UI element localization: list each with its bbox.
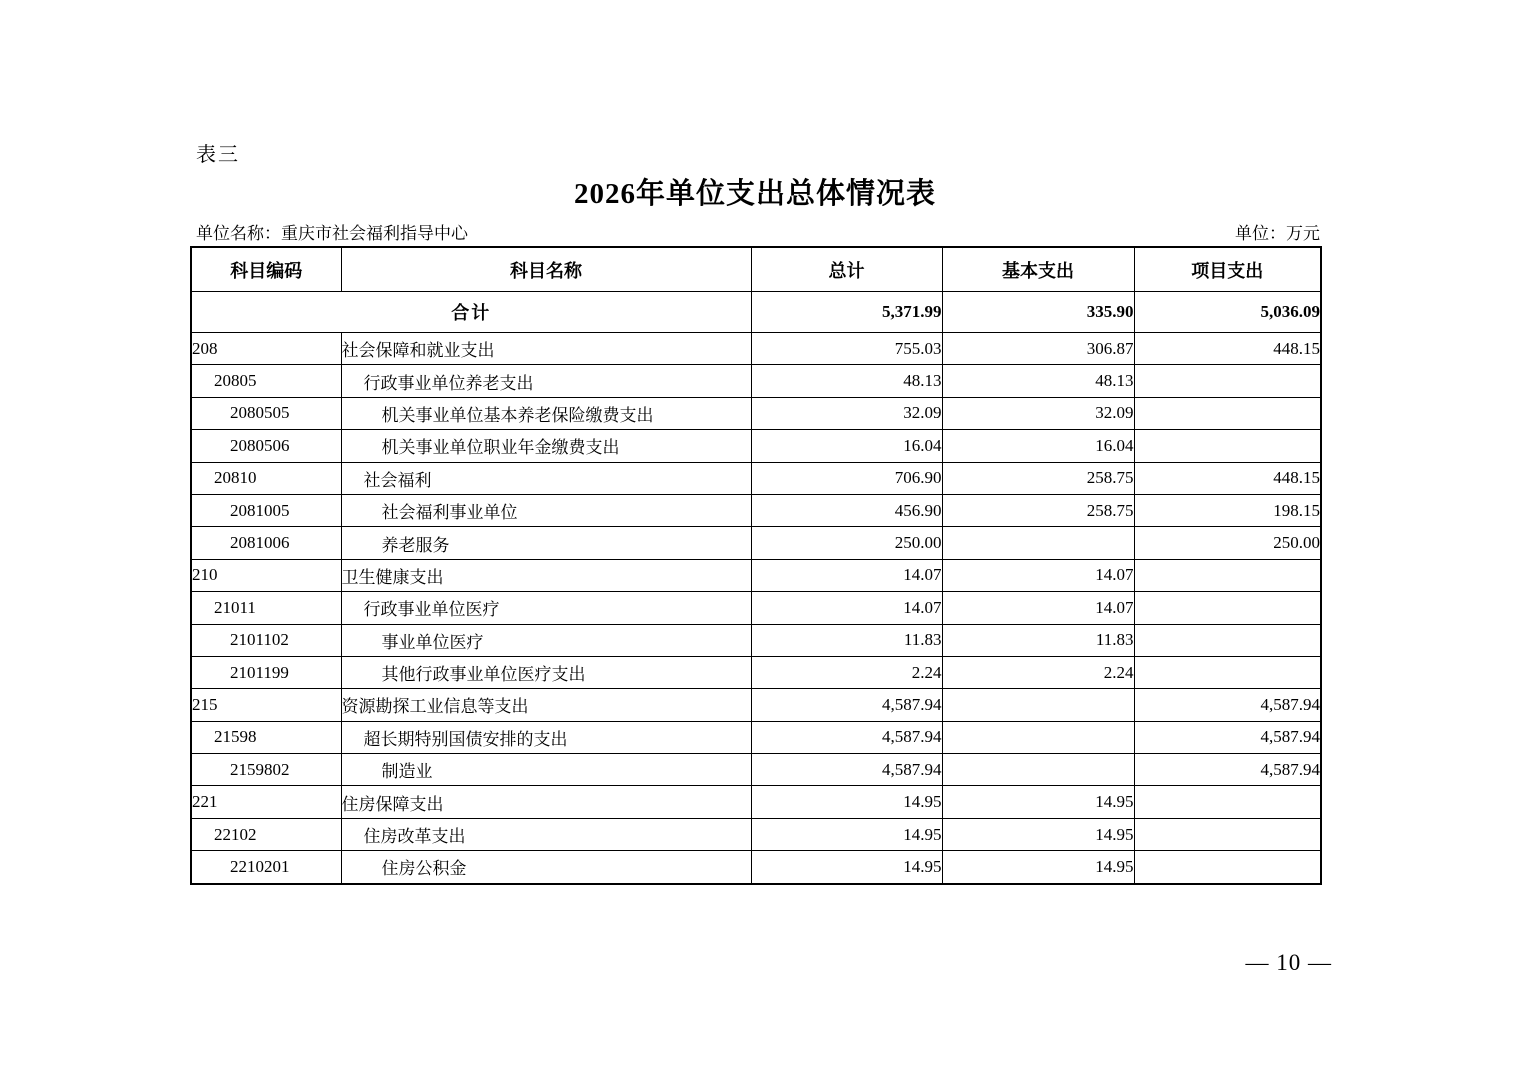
table-row <box>191 430 1321 462</box>
cell-total: 706.90 <box>751 462 942 494</box>
table-row <box>191 592 1321 624</box>
column-header-total: 总计 <box>751 247 942 292</box>
table-row <box>191 527 1321 559</box>
unit-currency-label: 单位：万元 <box>1235 224 1320 243</box>
cell-code: 20805 <box>191 365 341 397</box>
cell-total: 2.24 <box>751 656 942 688</box>
cell-code: 2101199 <box>191 656 341 688</box>
expenditure-table <box>190 246 1322 885</box>
cell-basic: 14.95 <box>942 818 1134 850</box>
table-row <box>191 851 1321 884</box>
cell-project <box>1134 786 1321 818</box>
cell-basic: 258.75 <box>942 462 1134 494</box>
table-header <box>191 247 1321 292</box>
cell-total: 14.07 <box>751 592 942 624</box>
cell-total: 11.83 <box>751 624 942 656</box>
total-row-label: 合计 <box>191 292 751 333</box>
cell-name: 资源勘探工业信息等支出 <box>341 689 751 721</box>
cell-name: 卫生健康支出 <box>341 559 751 591</box>
header-row <box>191 247 1321 292</box>
cell-basic: 14.07 <box>942 559 1134 591</box>
table-row <box>191 786 1321 818</box>
cell-name: 住房改革支出 <box>341 818 751 850</box>
cell-name: 行政事业单位医疗 <box>341 592 751 624</box>
cell-total: 456.90 <box>751 494 942 526</box>
cell-project: 4,587.94 <box>1134 721 1321 753</box>
cell-name: 社会福利 <box>341 462 751 494</box>
cell-basic: 32.09 <box>942 397 1134 429</box>
table-row <box>191 397 1321 429</box>
cell-code: 2080506 <box>191 430 341 462</box>
table-row <box>191 818 1321 850</box>
table-body <box>191 333 1321 884</box>
cell-basic <box>942 689 1134 721</box>
cell-project <box>1134 397 1321 429</box>
cell-total: 14.95 <box>751 818 942 850</box>
cell-name: 社会福利事业单位 <box>341 494 751 526</box>
cell-project: 4,587.94 <box>1134 689 1321 721</box>
cell-basic <box>942 721 1134 753</box>
cell-total: 4,587.94 <box>751 689 942 721</box>
cell-code: 2081006 <box>191 527 341 559</box>
cell-name: 住房公积金 <box>341 851 751 884</box>
cell-project <box>1134 656 1321 688</box>
cell-name: 机关事业单位职业年金缴费支出 <box>341 430 751 462</box>
total-row-project: 5,036.09 <box>1134 292 1321 333</box>
table-row <box>191 365 1321 397</box>
cell-total: 48.13 <box>751 365 942 397</box>
cell-project <box>1134 624 1321 656</box>
cell-basic: 14.07 <box>942 592 1134 624</box>
cell-project <box>1134 559 1321 591</box>
cell-name: 社会保障和就业支出 <box>341 333 751 365</box>
cell-code: 20810 <box>191 462 341 494</box>
cell-code: 221 <box>191 786 341 818</box>
cell-name: 其他行政事业单位医疗支出 <box>341 656 751 688</box>
cell-total: 250.00 <box>751 527 942 559</box>
cell-basic <box>942 754 1134 786</box>
cell-name: 事业单位医疗 <box>341 624 751 656</box>
table-row <box>191 754 1321 786</box>
cell-basic: 14.95 <box>942 786 1134 818</box>
cell-project: 198.15 <box>1134 494 1321 526</box>
cell-basic: 258.75 <box>942 494 1134 526</box>
table-row <box>191 656 1321 688</box>
cell-basic: 16.04 <box>942 430 1134 462</box>
column-header-project: 项目支出 <box>1134 247 1321 292</box>
table-row <box>191 494 1321 526</box>
cell-code: 215 <box>191 689 341 721</box>
table-caption: 表三 <box>196 144 240 166</box>
cell-code: 21011 <box>191 592 341 624</box>
cell-project <box>1134 592 1321 624</box>
cell-basic: 306.87 <box>942 333 1134 365</box>
cell-total: 4,587.94 <box>751 754 942 786</box>
column-header-code: 科目编码 <box>191 247 341 292</box>
cell-project: 4,587.94 <box>1134 754 1321 786</box>
cell-name: 制造业 <box>341 754 751 786</box>
cell-code: 210 <box>191 559 341 591</box>
cell-code: 2101102 <box>191 624 341 656</box>
cell-name: 机关事业单位基本养老保险缴费支出 <box>341 397 751 429</box>
table-row <box>191 721 1321 753</box>
cell-basic: 14.95 <box>942 851 1134 884</box>
table-row <box>191 559 1321 591</box>
cell-total: 14.07 <box>751 559 942 591</box>
cell-project: 250.00 <box>1134 527 1321 559</box>
page-number: — 10 — <box>1245 950 1332 975</box>
cell-code: 2159802 <box>191 754 341 786</box>
cell-code: 2081005 <box>191 494 341 526</box>
cell-code: 21598 <box>191 721 341 753</box>
cell-project <box>1134 818 1321 850</box>
table-row <box>191 624 1321 656</box>
cell-total: 16.04 <box>751 430 942 462</box>
cell-name: 住房保障支出 <box>341 786 751 818</box>
table-row <box>191 462 1321 494</box>
table-row <box>191 333 1321 365</box>
unit-name-label: 单位名称：重庆市社会福利指导中心 <box>196 224 468 243</box>
total-row <box>191 292 1321 333</box>
cell-basic: 11.83 <box>942 624 1134 656</box>
cell-name: 超长期特别国债安排的支出 <box>341 721 751 753</box>
meta-line <box>196 219 1320 244</box>
total-row-basic: 335.90 <box>942 292 1134 333</box>
cell-basic: 48.13 <box>942 365 1134 397</box>
cell-total: 14.95 <box>751 851 942 884</box>
cell-total: 4,587.94 <box>751 721 942 753</box>
cell-basic <box>942 527 1134 559</box>
cell-project <box>1134 851 1321 884</box>
cell-project: 448.15 <box>1134 333 1321 365</box>
total-row-total: 5,371.99 <box>751 292 942 333</box>
cell-code: 2080505 <box>191 397 341 429</box>
cell-name: 养老服务 <box>341 527 751 559</box>
cell-total: 755.03 <box>751 333 942 365</box>
table-row <box>191 689 1321 721</box>
cell-code: 22102 <box>191 818 341 850</box>
cell-project <box>1134 365 1321 397</box>
cell-project <box>1134 430 1321 462</box>
cell-total: 32.09 <box>751 397 942 429</box>
cell-project: 448.15 <box>1134 462 1321 494</box>
column-header-basic: 基本支出 <box>942 247 1134 292</box>
cell-code: 2210201 <box>191 851 341 884</box>
page-title: 2026年单位支出总体情况表 <box>573 178 936 210</box>
cell-name: 行政事业单位养老支出 <box>341 365 751 397</box>
cell-total: 14.95 <box>751 786 942 818</box>
cell-code: 208 <box>191 333 341 365</box>
column-header-name: 科目名称 <box>341 247 751 292</box>
cell-basic: 2.24 <box>942 656 1134 688</box>
